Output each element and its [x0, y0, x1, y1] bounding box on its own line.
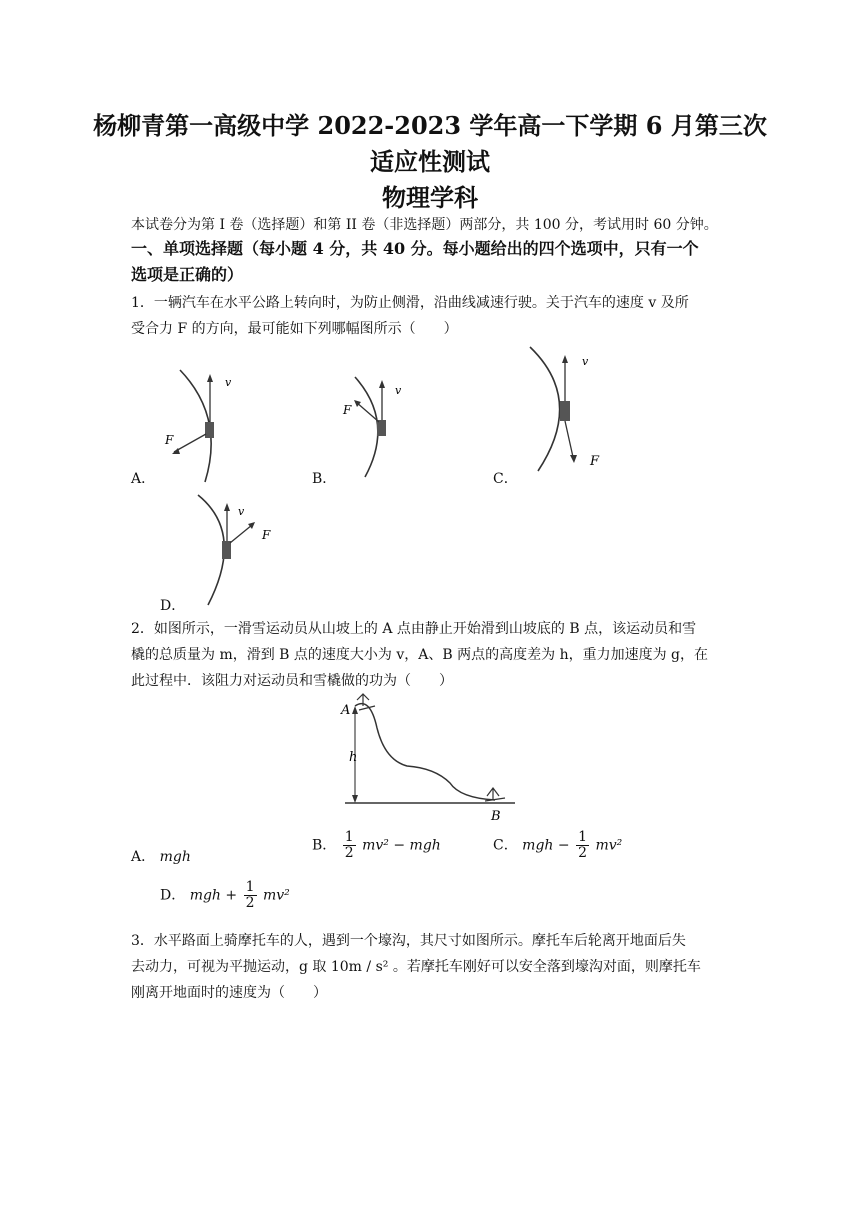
q2-option-b-label: B．: [312, 837, 337, 854]
section1-heading-line1: 一、单项选择题（每小题 4 分，共 40 分。每小题给出的四个选项中，只有一个: [131, 239, 699, 258]
q1-figure-d: [190, 493, 290, 608]
q1-option-b-label: B．: [312, 471, 337, 487]
q1-stem-line1: 1．一辆汽车在水平公路上转向时，为防止侧滑，沿曲线减速行驶。关于汽车的速度 v 及所: [131, 295, 689, 311]
q2-option-d-expr-tail: mv²: [262, 887, 290, 904]
force-label: F: [343, 403, 352, 417]
point-b-label: B: [491, 809, 501, 823]
q2-option-c: [493, 830, 622, 861]
q2-option-d-label: D．: [160, 887, 186, 904]
q2-option-d-expr-head: mgh +: [189, 887, 238, 904]
q2-option-d: [160, 880, 290, 911]
q2-option-a: [131, 846, 191, 866]
q3-stem-line1: 3．水平路面上骑摩托车的人，遇到一个壕沟，其尺寸如图所示。摩托车后轮离开地面后失: [131, 933, 686, 949]
q1-figure-c: [520, 345, 630, 475]
q2-option-c-label: C．: [493, 837, 518, 854]
q2-option-a-label: A．: [131, 849, 156, 865]
q1-figure-b: [330, 372, 420, 482]
exam-intro: 本试卷分为第 I 卷（选择题）和第 II 卷（非选择题）两部分，共 100 分，考试用时 60 分钟。: [131, 217, 718, 233]
q2-option-c-expr-head: mgh −: [522, 837, 570, 854]
half-fraction: $\frac{1}{2}$: [245, 879, 255, 911]
q3-stem-line2: 去动力，可视为平抛运动，g 取 10m / s² 。若摩托车刚好可以安全落到壕沟对面，则摩托车: [131, 959, 701, 975]
q2-stem-line2: 橇的总质量为 m，滑到 B 点的速度大小为 v，A、B 两点的高度差为 h，重力加速度为 g，在: [131, 647, 708, 663]
q1-option-d-label: D．: [160, 598, 186, 614]
q3-stem-line3: 刚离开地面时的速度为（ ）: [131, 985, 327, 1001]
half-fraction: $\frac{1}{2}$: [578, 829, 587, 861]
q2-stem-line1: 2．如图所示，一滑雪运动员从山坡上的 A 点由静止开始滑到山坡底的 B 点，该运动员和雪: [131, 621, 697, 637]
force-label: F: [262, 528, 271, 542]
half-fraction: $\frac{1}{2}$: [344, 829, 354, 861]
velocity-label: v: [225, 376, 232, 389]
q2-option-c-expr-tail: mv²: [595, 837, 623, 854]
q1-option-c-label: C．: [493, 471, 518, 487]
q2-option-a-expr: mgh: [159, 849, 191, 865]
q2-option-b-expr: mv² − mgh: [362, 837, 441, 854]
velocity-label: v: [582, 355, 589, 368]
exam-title-line1: 杨柳青第一高级中学 2022-2023 学年高一下学期 6 月第三次: [93, 111, 767, 140]
velocity-label: v: [238, 505, 245, 518]
q2-slope-figure: [335, 688, 520, 823]
subject-title: 物理学科: [382, 183, 478, 212]
q1-stem-line2: 受合力 F 的方向，最可能如下列哪幅图所示（ ）: [131, 321, 458, 337]
point-a-label: A: [341, 703, 351, 718]
velocity-label: v: [395, 384, 402, 397]
force-label: F: [165, 433, 174, 447]
q2-option-b: [312, 830, 441, 861]
section1-heading-line2: 选项是正确的）: [131, 265, 244, 284]
height-label: h: [349, 750, 358, 765]
q2-stem-line3: 此过程中．该阻力对运动员和雪橇做的功为（ ）: [131, 673, 453, 689]
exam-title-line2: 适应性测试: [370, 147, 490, 176]
q1-option-a-label: A．: [131, 471, 156, 487]
q1-figure-a: [150, 362, 260, 487]
force-label: F: [590, 454, 600, 469]
